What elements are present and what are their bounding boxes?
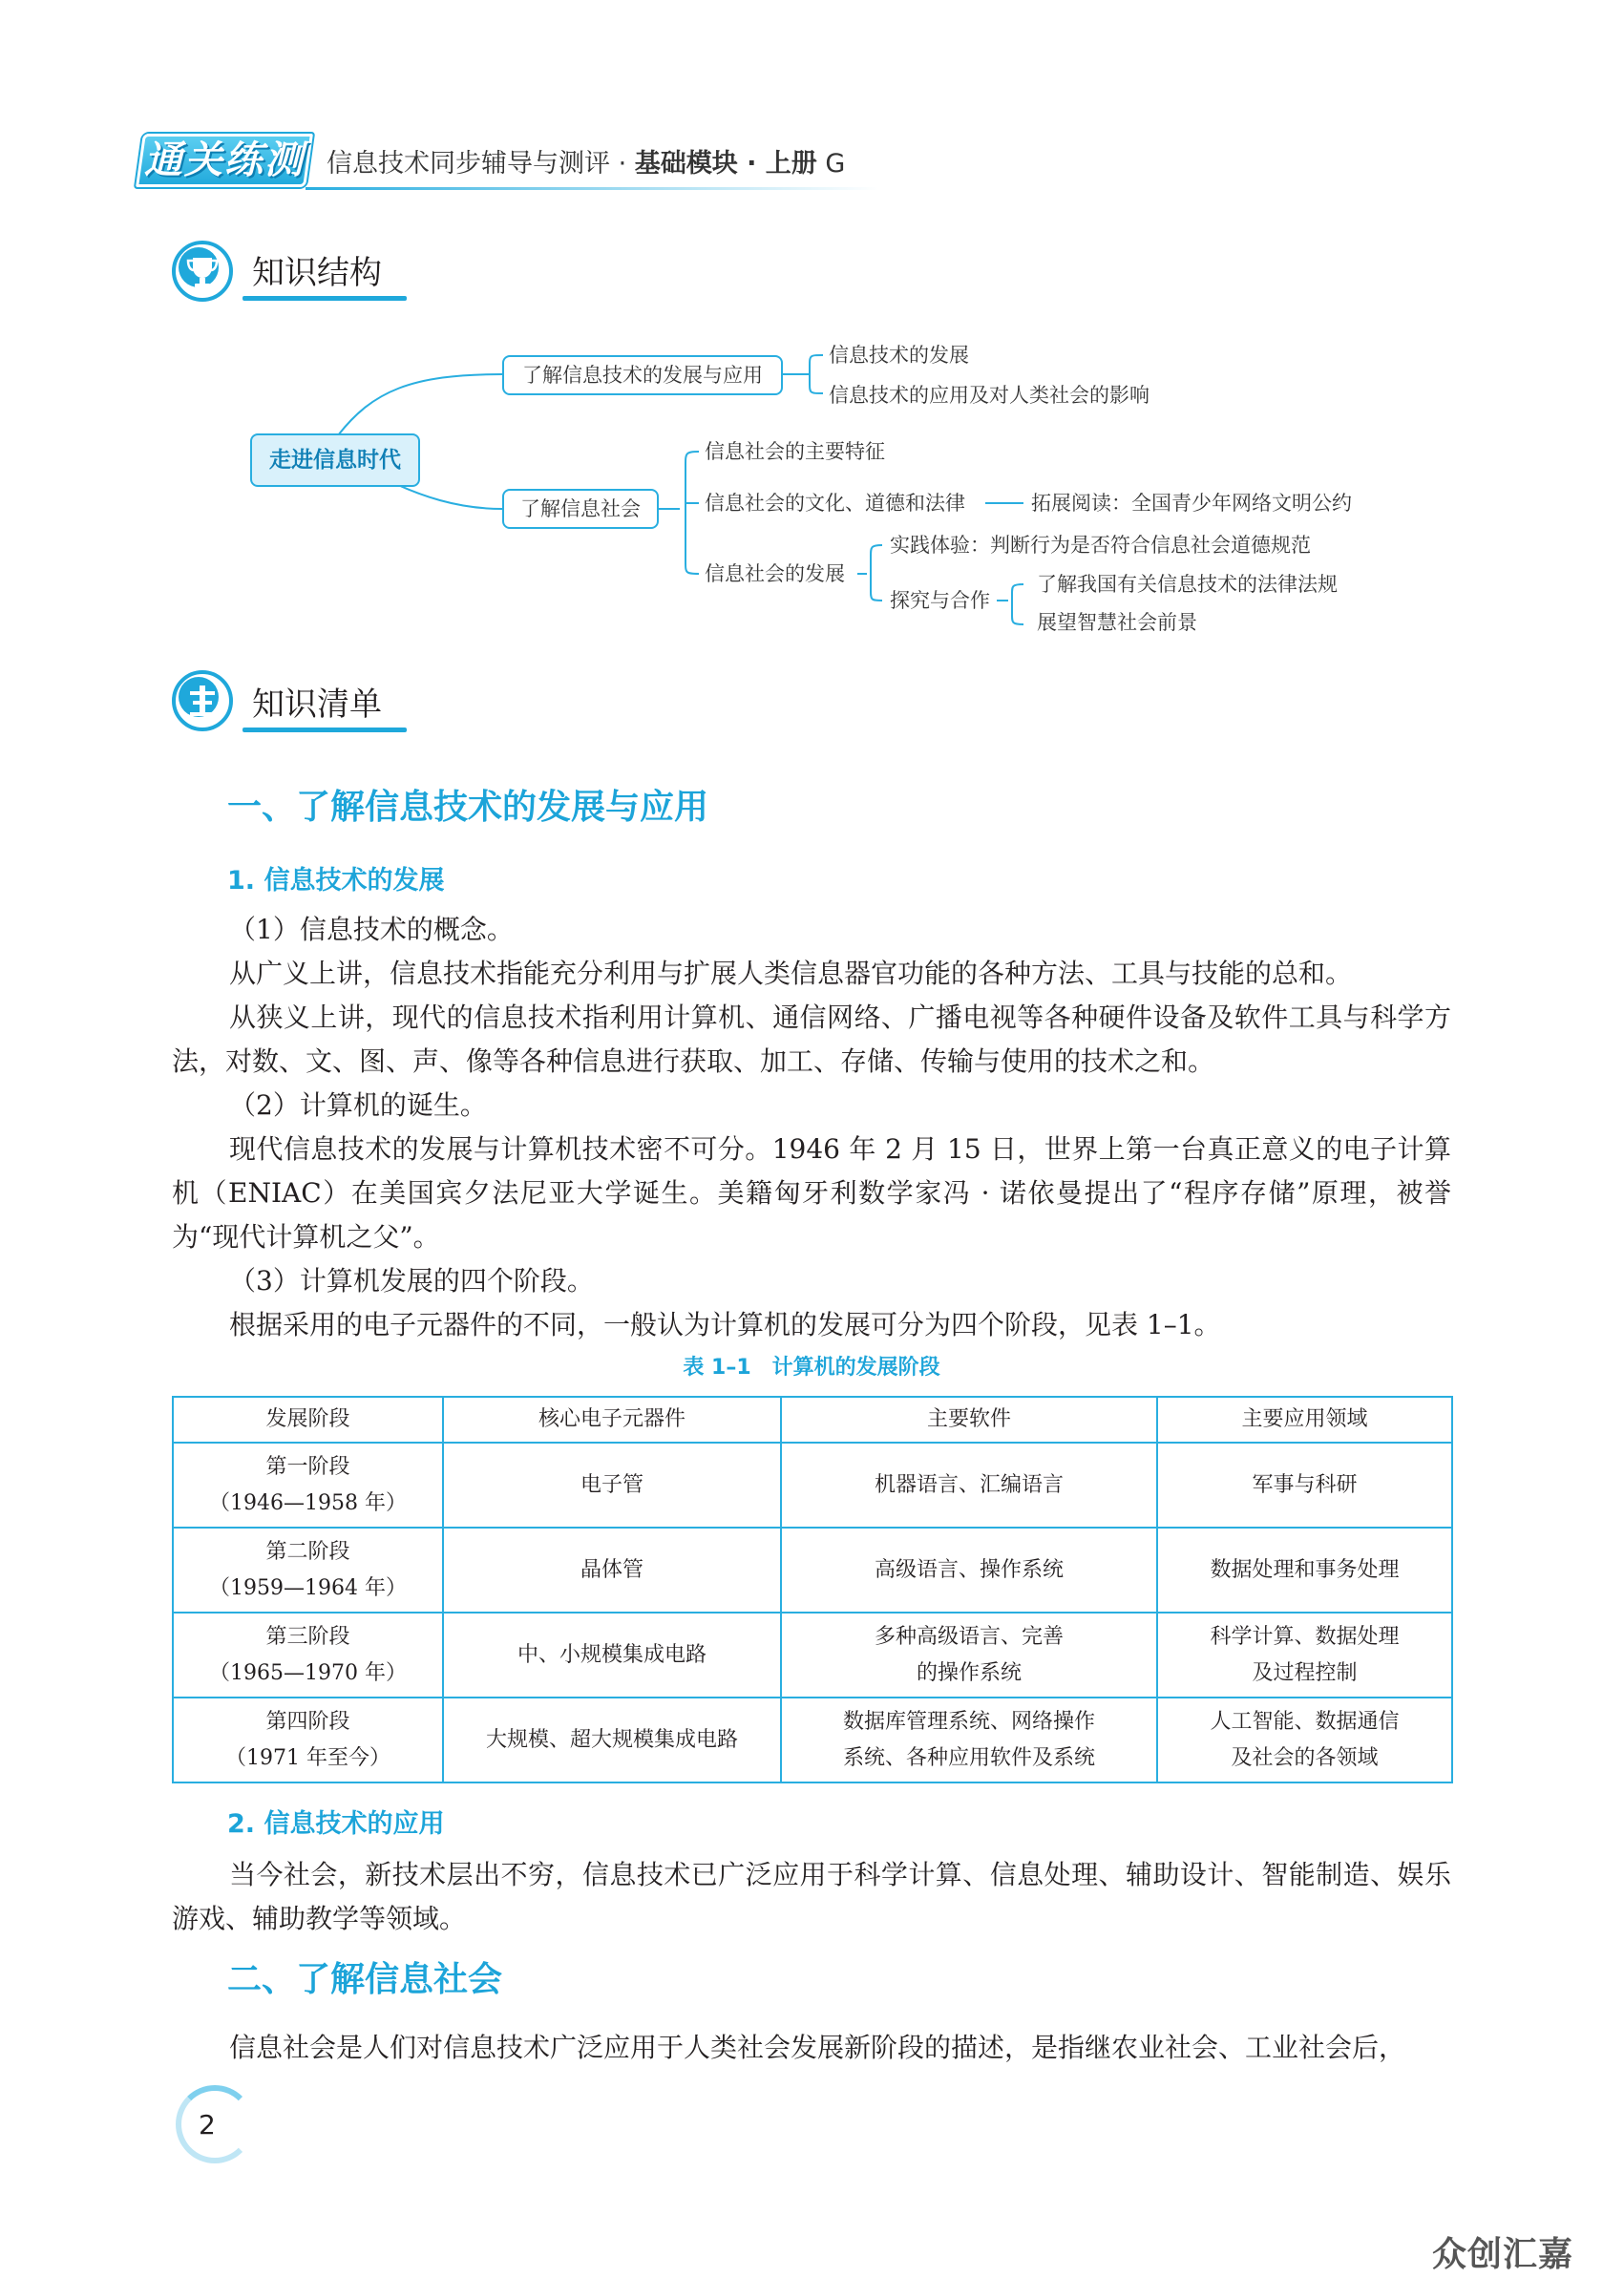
table-cell-component: 电子管 (443, 1443, 781, 1528)
table-header-cell: 主要软件 (781, 1397, 1157, 1443)
table-cell-field: 军事与科研 (1157, 1443, 1452, 1528)
table-header-row (173, 1397, 1452, 1443)
mindmap-leaf-smart-society: 展望智慧社会前景 (1037, 611, 1197, 634)
table-cell-component: 中、小规模集成电路 (443, 1613, 781, 1698)
mindmap-leaf-laws: 了解我国有关信息技术的法律法规 (1037, 573, 1338, 596)
mindmap-branch-society: 了解信息社会 (502, 489, 659, 529)
table-cell-stage: 第四阶段 （1971 年至今） (173, 1698, 443, 1782)
mindmap-leaf-development: 信息技术的发展 (829, 344, 969, 367)
table-cell-component: 大规模、超大规模集成电路 (443, 1698, 781, 1782)
table-cell-field: 科学计算、数据处理 及过程控制 (1157, 1613, 1452, 1698)
heading-it-development: 一、了解信息技术的发展与应用 (227, 788, 709, 827)
table-row (173, 1698, 1452, 1782)
table-cell-field: 数据处理和事务处理 (1157, 1528, 1452, 1613)
header-title-bold: 基础模块 · 上册 (634, 149, 817, 179)
mindmap-leaf-impact: 信息技术的应用及对人类社会的影响 (829, 384, 1149, 407)
series-logo-text: 通关练测 (144, 138, 305, 182)
mindmap-leaf-practice: 实践体验：判断行为是否符合信息社会道德规范 (890, 534, 1311, 557)
table-cell-software: 数据库管理系统、网络操作 系统、各种应用软件及系统 (781, 1698, 1157, 1782)
table-row (173, 1613, 1452, 1698)
paragraph-concept-title: （1）信息技术的概念。 (229, 914, 514, 945)
table-cell-software: 多种高级语言、完善 的操作系统 (781, 1613, 1157, 1698)
table-row (173, 1443, 1452, 1528)
section-title-structure: 知识结构 (252, 254, 382, 292)
mindmap-leaf-culture: 信息社会的文化、道德和法律 (705, 492, 965, 515)
mindmap-leaf-features: 信息社会的主要特征 (705, 440, 885, 463)
paragraph-four-stages-title: （3）计算机发展的四个阶段。 (229, 1265, 594, 1297)
mindmap-leaf-society-dev: 信息社会的发展 (705, 562, 845, 585)
subheading-it-development: 1. 信息技术的发展 (227, 866, 445, 896)
header-title-suffix: G (816, 149, 846, 179)
subheading-it-application: 2. 信息技术的应用 (227, 1809, 445, 1839)
paragraph-computer-birth-title: （2）计算机的诞生。 (229, 1089, 487, 1121)
mindmap-branch-development: 了解信息技术的发展与应用 (502, 355, 783, 395)
table-cell-software: 机器语言、汇编语言 (781, 1443, 1157, 1528)
table-header-cell: 主要应用领域 (1157, 1397, 1452, 1443)
heading-info-society: 二、了解信息社会 (227, 1960, 503, 1999)
mindmap-leaf-explore: 探究与合作 (890, 589, 990, 612)
paragraph-info-society: 信息社会是人们对信息技术广泛应用于人类社会发展新阶段的描述，是指继农业社会、工业社会后， (229, 2032, 1406, 2063)
page-number: 2 (199, 2109, 216, 2141)
section-underline-list (243, 728, 407, 732)
header-title-prefix: 信息技术同步辅导与测评 · (327, 149, 635, 179)
table-cell-stage: 第二阶段 （1959—1964 年） (173, 1528, 443, 1613)
paragraph-broad-definition: 从广义上讲，信息技术指能充分利用与扩展人类信息器官功能的各种方法、工具与技能的总和。 (229, 958, 1353, 989)
paragraph-four-stages: 根据采用的电子元器件的不同，一般认为计算机的发展可分为四个阶段，见表 1–1。 (229, 1309, 1221, 1340)
table-row (173, 1528, 1452, 1613)
list-icon (172, 670, 239, 737)
paragraph-narrow-definition: 从狭义上讲，现代的信息技术指利用计算机、通信网络、广播电视等各种硬件设备及软件工具与科学方法，对数、文、图、声、像等各种信息进行获取、加工、存储、传输与使用的技术之和。 (172, 1002, 1451, 1077)
table-header-cell: 核心电子元器件 (443, 1397, 781, 1443)
computer-stages-table (172, 1396, 1453, 1783)
mindmap-leaf-reading: 拓展阅读：全国青少年网络文明公约 (1031, 492, 1352, 515)
table-cell-field: 人工智能、数据通信 及社会的各领域 (1157, 1698, 1452, 1782)
paragraph-eniac: 现代信息技术的发展与计算机技术密不可分。1946 年 2 月 15 日，世界上第一台真正意义的电子计算机（ENIAC）在美国宾夕法尼亚大学诞生。美籍匈牙利数学家冯 · 诺依曼提出了“程序存储”原理，被誉为“现代计算机之父”。 (172, 1133, 1451, 1253)
table-cell-stage: 第一阶段 （1946—1958 年） (173, 1443, 443, 1528)
table-header-cell: 发展阶段 (173, 1397, 443, 1443)
paragraph-it-application: 当今社会，新技术层出不穷，信息技术已广泛应用于科学计算、信息处理、辅助设计、智能制造、娱乐游戏、辅助教学等领域。 (172, 1859, 1451, 1934)
section-title-list: 知识清单 (252, 686, 382, 724)
table-cell-stage: 第三阶段 （1965—1970 年） (173, 1613, 443, 1698)
table-cell-software: 高级语言、操作系统 (781, 1528, 1157, 1613)
mindmap-root: 走进信息时代 (250, 433, 420, 487)
table-caption: 表 1–1 计算机的发展阶段 (683, 1356, 940, 1380)
watermark: 众创汇嘉 (1432, 2235, 1574, 2274)
table-cell-component: 晶体管 (443, 1528, 781, 1613)
